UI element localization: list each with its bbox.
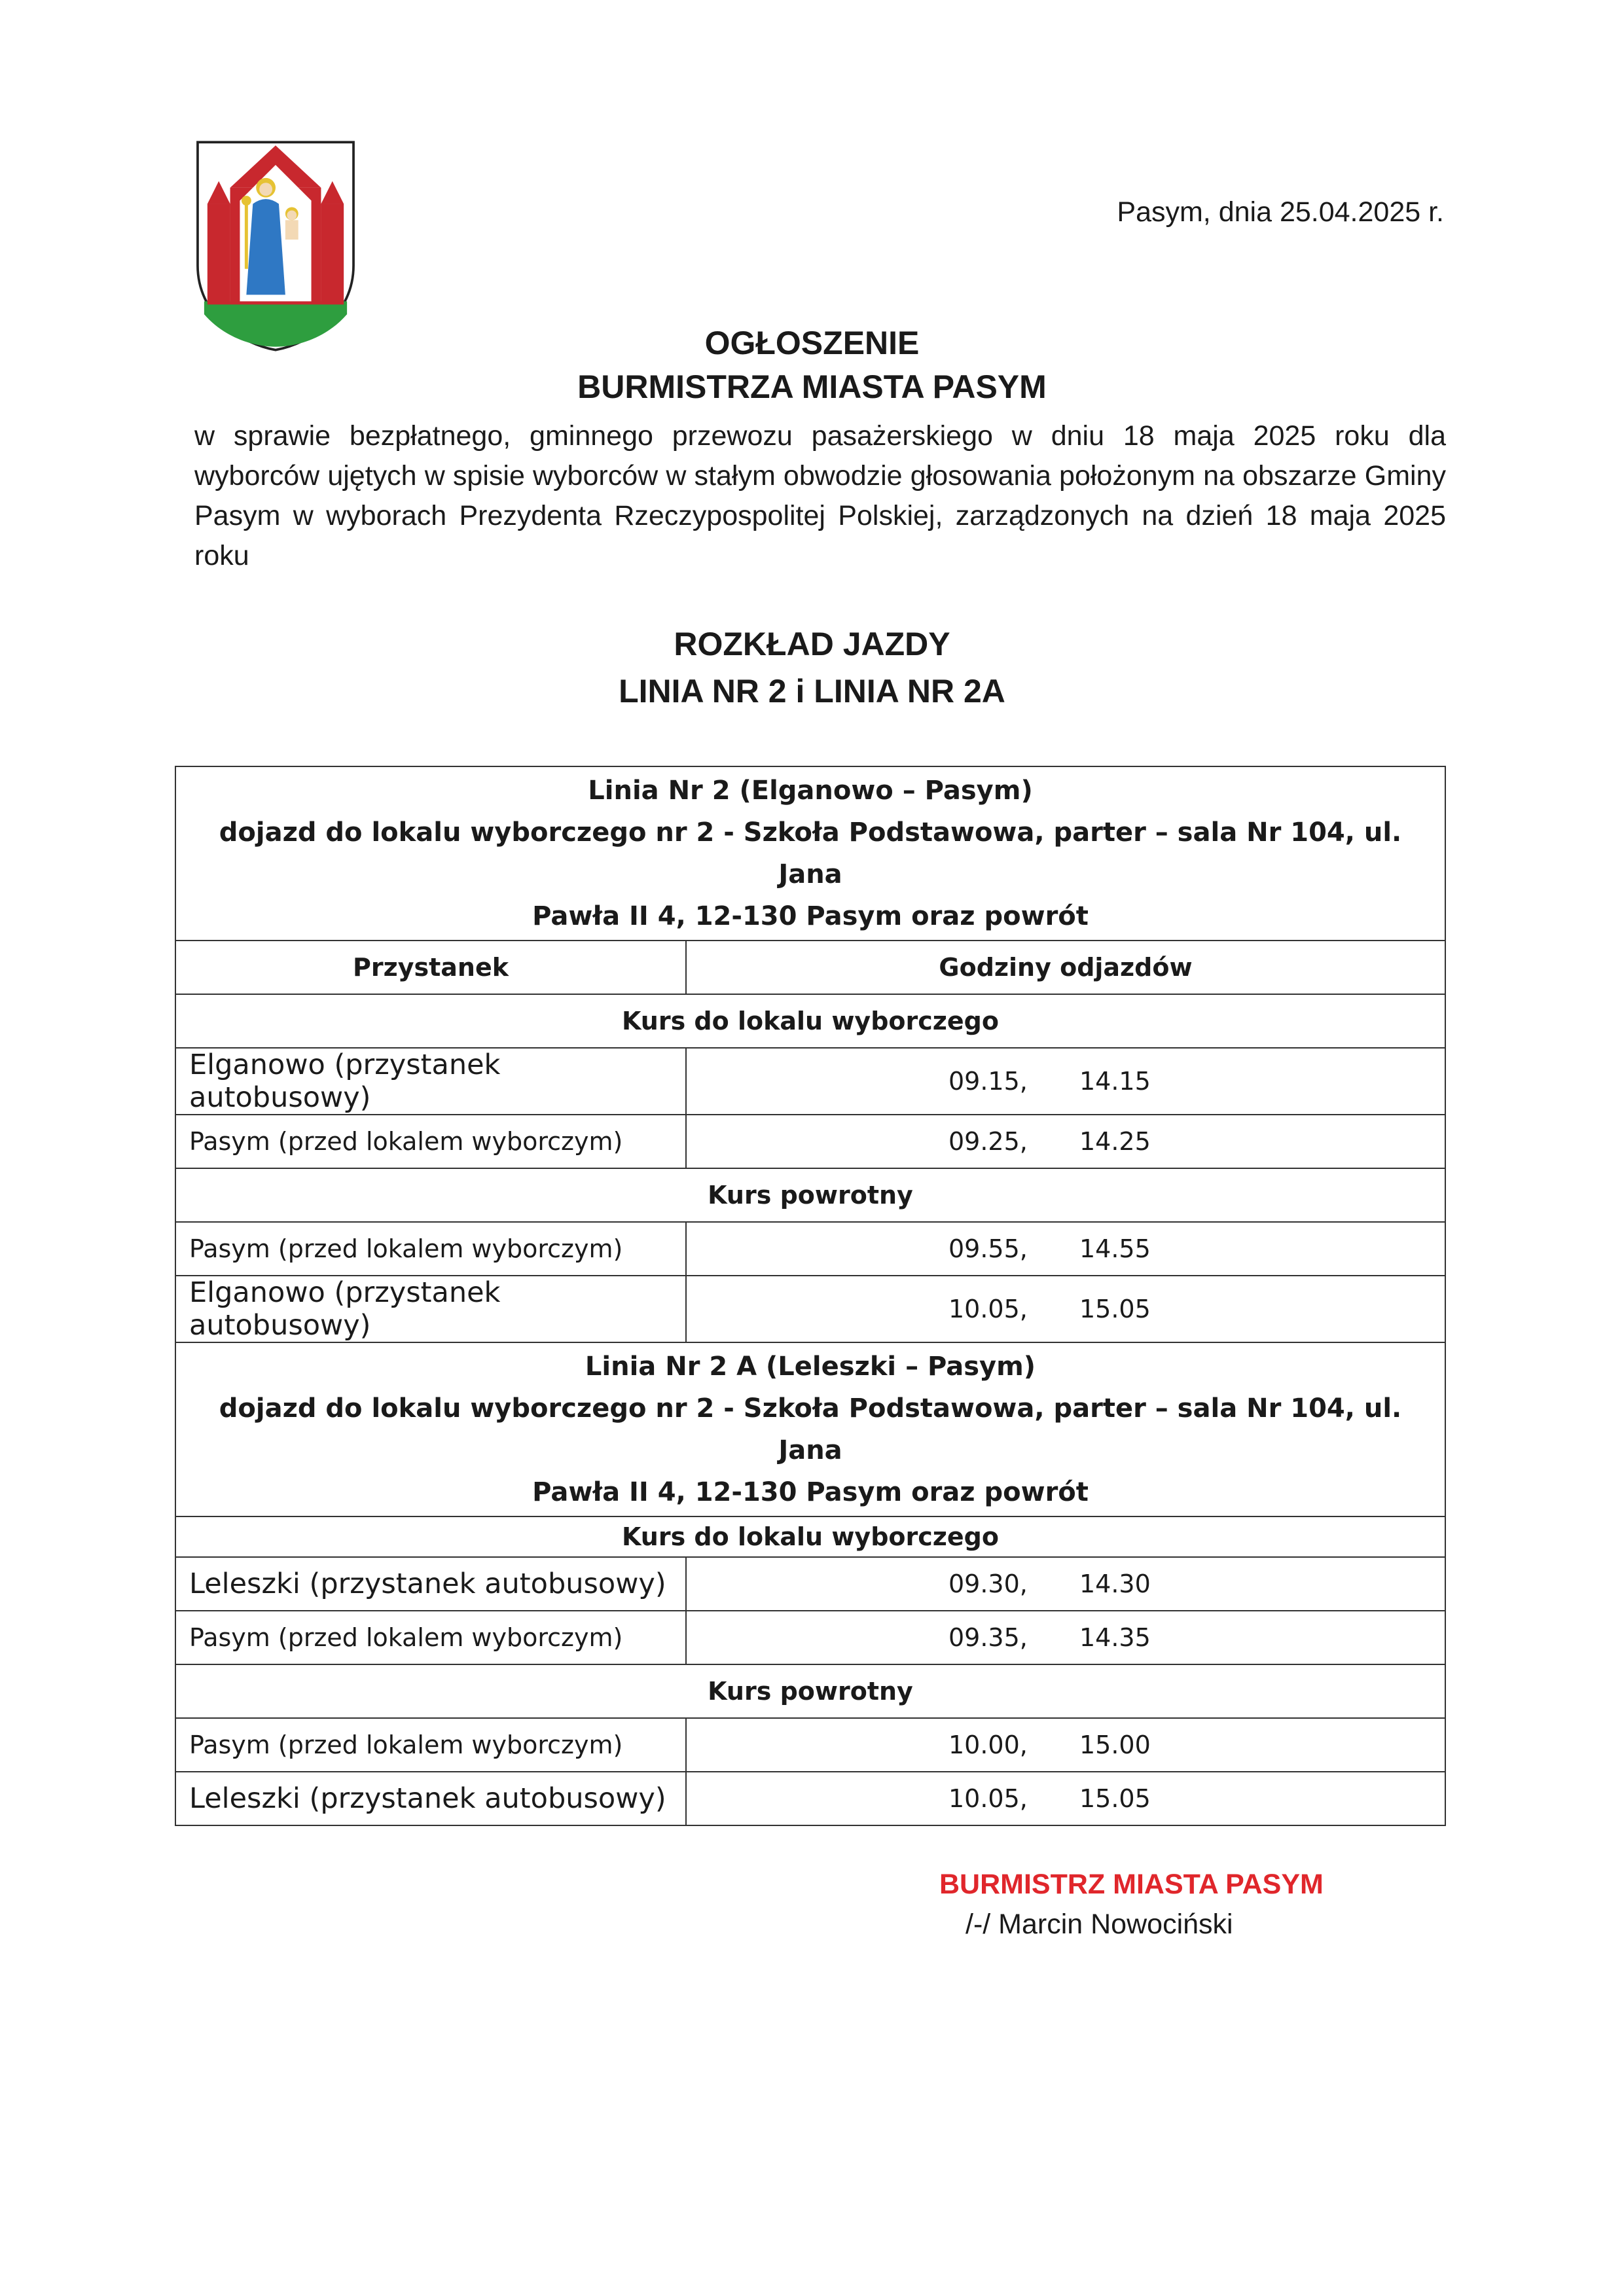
schedule-lines-title: LINIA NR 2 i LINIA NR 2A xyxy=(619,673,1005,709)
stop-name: Pasym (przed lokalem wyborczym) xyxy=(175,1718,686,1772)
announcement-title: OGŁOSZENIE xyxy=(704,325,920,361)
schedule-table xyxy=(175,766,1446,1826)
table-row xyxy=(175,1772,1445,1825)
departure-time-1: 10.00, xyxy=(948,1731,1028,1759)
departure-times xyxy=(686,1772,1445,1825)
departure-time-2: 14.55 xyxy=(1079,1234,1151,1263)
departure-time-2: 14.30 xyxy=(1079,1570,1151,1598)
line2-return-label: Kurs powrotny xyxy=(175,1168,1445,1222)
departure-time-1: 10.05, xyxy=(948,1784,1028,1813)
announcement-intro: w sprawie bezpłatnego, gminnego przewozu pasażerskiego w dniu 18 maja 2025 roku dla wyborców ujętych w spisie wyborców w stałym obwodzie głosowania położonym na obszarze Gminy Pasym w wyborach Prezydenta Rzeczypospolitej Polskiej, zarządzonych na dzień 18 maja 2025 roku xyxy=(194,420,1446,571)
table-row xyxy=(175,1276,1445,1342)
signature-title: BURMISTRZ MIASTA PASYM xyxy=(939,1869,1324,1900)
line2a-return-label: Kurs powrotny xyxy=(175,1664,1445,1718)
table-row xyxy=(175,1115,1445,1168)
stop-name: Pasym (przed lokalem wyborczym) xyxy=(175,1115,686,1168)
line2-header-row xyxy=(175,766,1445,941)
line2a-header-row xyxy=(175,1342,1445,1516)
line2-description-1: dojazd do lokalu wyborczego nr 2 - Szkoła Podstawowa, parter – sala Nr 104, ul. Jana xyxy=(219,817,1402,889)
stop-name: Pasym (przed lokalem wyborczym) xyxy=(175,1222,686,1276)
departure-time-2: 14.25 xyxy=(1079,1127,1151,1156)
pasym-coat-of-arms-icon xyxy=(194,139,357,353)
stop-name: Leleszki (przystanek autobusowy) xyxy=(175,1772,686,1825)
departure-time-1: 09.55, xyxy=(948,1234,1028,1263)
line2a-name: Linia Nr 2 A (Leleszki – Pasym) xyxy=(585,1352,1036,1382)
section-row xyxy=(175,1664,1445,1718)
line2a-description-2: Pawła II 4, 12-130 Pasym oraz powrót xyxy=(532,1477,1089,1507)
departure-time-1: 09.25, xyxy=(948,1127,1028,1156)
stop-name: Elganowo (przystanek autobusowy) xyxy=(175,1048,686,1115)
departure-times xyxy=(686,1048,1445,1115)
section-row xyxy=(175,994,1445,1048)
col-header-stop: Przystanek xyxy=(175,941,686,994)
document-date: Pasym, dnia 25.04.2025 r. xyxy=(1117,196,1444,228)
departure-time-1: 09.15, xyxy=(948,1067,1028,1096)
departure-times xyxy=(686,1557,1445,1611)
departure-time-1: 09.35, xyxy=(948,1623,1028,1652)
line2-name: Linia Nr 2 (Elganowo – Pasym) xyxy=(588,776,1033,806)
section-row xyxy=(175,1516,1445,1557)
line2-header xyxy=(175,766,1445,941)
line2a-header xyxy=(175,1342,1445,1516)
stop-name: Leleszki (przystanek autobusowy) xyxy=(175,1557,686,1611)
stop-name: Pasym (przed lokalem wyborczym) xyxy=(175,1611,686,1664)
departure-time-2: 15.05 xyxy=(1079,1295,1151,1323)
line2-outbound-label: Kurs do lokalu wyborczego xyxy=(175,994,1445,1048)
departure-times xyxy=(686,1222,1445,1276)
table-row xyxy=(175,1048,1445,1115)
line2-description-2: Pawła II 4, 12-130 Pasym oraz powrót xyxy=(532,901,1089,931)
table-row xyxy=(175,1222,1445,1276)
table-row xyxy=(175,1557,1445,1611)
col-header-times: Godziny odjazdów xyxy=(686,941,1445,994)
line2a-description-1: dojazd do lokalu wyborczego nr 2 - Szkoła Podstawowa, parter – sala Nr 104, ul. Jana xyxy=(219,1393,1402,1465)
signature-name: /-/ Marcin Nowociński xyxy=(965,1909,1233,1940)
table-row xyxy=(175,1611,1445,1664)
departure-time-2: 14.35 xyxy=(1079,1623,1151,1652)
stop-name: Elganowo (przystanek autobusowy) xyxy=(175,1276,686,1342)
departure-times xyxy=(686,1611,1445,1664)
departure-times xyxy=(686,1115,1445,1168)
table-row xyxy=(175,1718,1445,1772)
departure-times xyxy=(686,1276,1445,1342)
section-row xyxy=(175,1168,1445,1222)
departure-time-2: 14.15 xyxy=(1079,1067,1151,1096)
departure-time-1: 10.05, xyxy=(948,1295,1028,1323)
announcement-subtitle: BURMISTRZA MIASTA PASYM xyxy=(577,368,1047,405)
column-header-row xyxy=(175,941,1445,994)
line2a-outbound-label: Kurs do lokalu wyborczego xyxy=(175,1516,1445,1557)
departure-time-1: 09.30, xyxy=(948,1570,1028,1598)
departure-time-2: 15.00 xyxy=(1079,1731,1151,1759)
departure-times xyxy=(686,1718,1445,1772)
departure-time-2: 15.05 xyxy=(1079,1784,1151,1813)
schedule-title: ROZKŁAD JAZDY xyxy=(674,626,950,662)
